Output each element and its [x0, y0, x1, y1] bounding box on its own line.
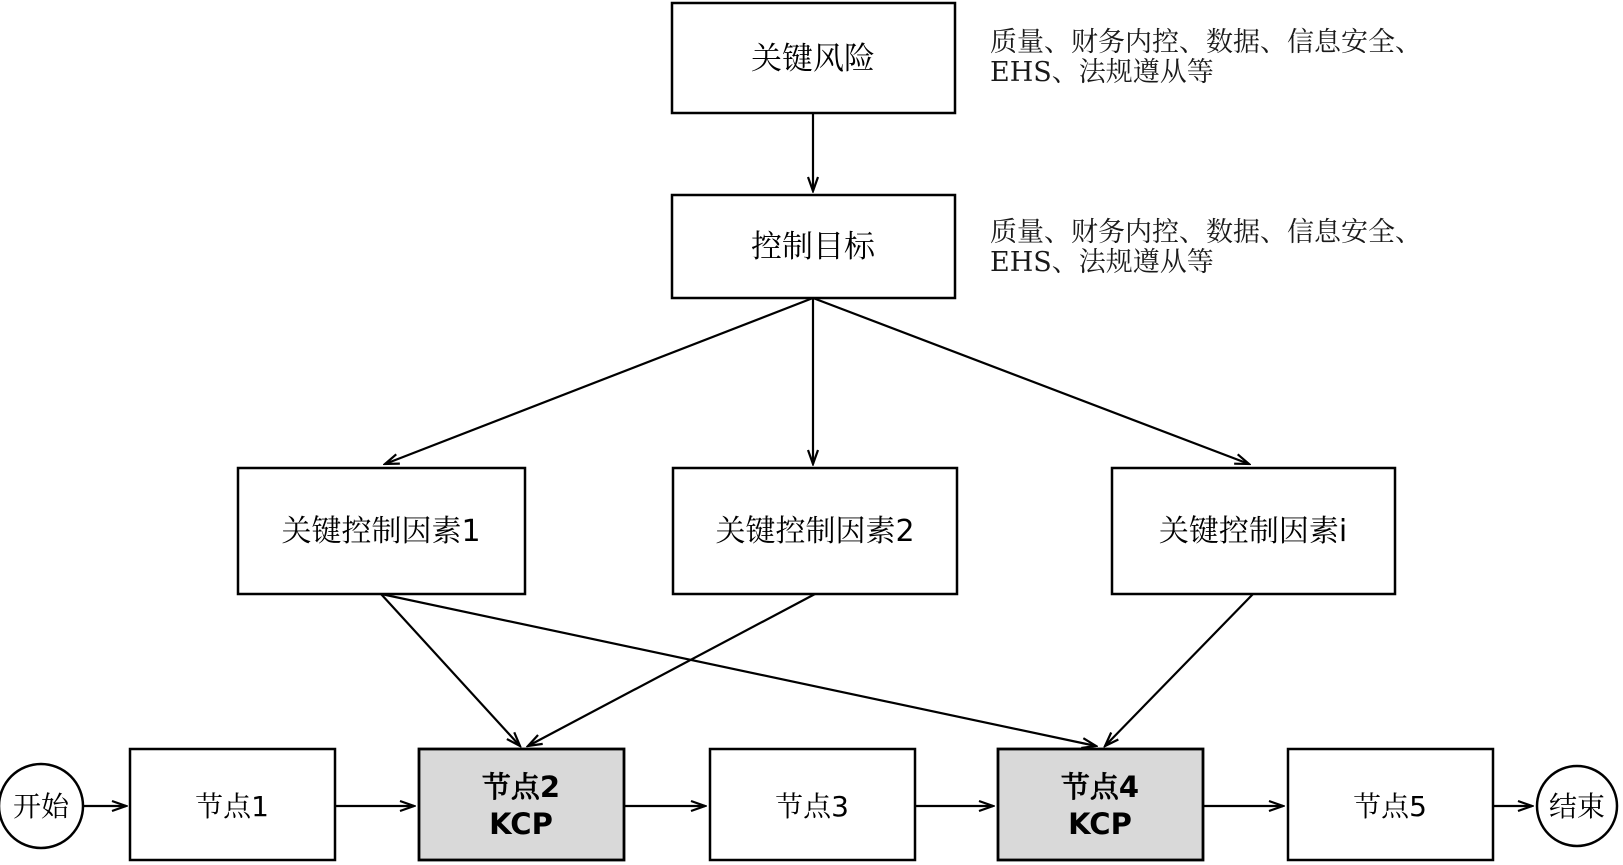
- factor-label-2: 关键控制因素2: [715, 514, 915, 549]
- control-objective-annotation-line2: EHS、法规遵从等: [990, 247, 1214, 278]
- control-objective-annotation-line1: 质量、财务内控、数据、信息安全、: [990, 217, 1422, 248]
- process-node-3-label: 节点3: [775, 790, 849, 823]
- arrow-factor1-to-node4: [381, 594, 1096, 746]
- process-node-1-label: 节点1: [195, 790, 269, 823]
- process-node-2-label: 节点2: [481, 770, 561, 804]
- key-risk-annotation-line1: 质量、财务内控、数据、信息安全、: [990, 27, 1422, 58]
- arrow-objective-to-factor-i: [813, 298, 1249, 464]
- process-node-5-label: 节点5: [1353, 790, 1427, 823]
- start-label: 开始: [12, 790, 70, 823]
- process-node-4-kcp: [998, 749, 1203, 860]
- factor-label-i: 关键控制因素i: [1158, 514, 1348, 549]
- process-node-2-kcp: [419, 749, 624, 860]
- arrow-factor2-to-node2: [528, 594, 815, 746]
- key-risk-label: 关键风险: [751, 41, 875, 77]
- arrow-factor-i-to-node4: [1105, 594, 1253, 746]
- control-objective-label: 控制目标: [751, 229, 875, 265]
- factor-label-1: 关键控制因素1: [281, 514, 481, 549]
- key-risk-annotation-line2: EHS、法规遵从等: [990, 57, 1214, 88]
- process-node-4-label: 节点4: [1060, 770, 1140, 804]
- process-node-4-sublabel: KCP: [1068, 807, 1132, 841]
- end-label: 结束: [1548, 790, 1606, 823]
- process-node-2-sublabel: KCP: [489, 807, 553, 841]
- arrow-factor1-to-node2: [381, 594, 520, 746]
- arrow-objective-to-factor1: [385, 298, 813, 464]
